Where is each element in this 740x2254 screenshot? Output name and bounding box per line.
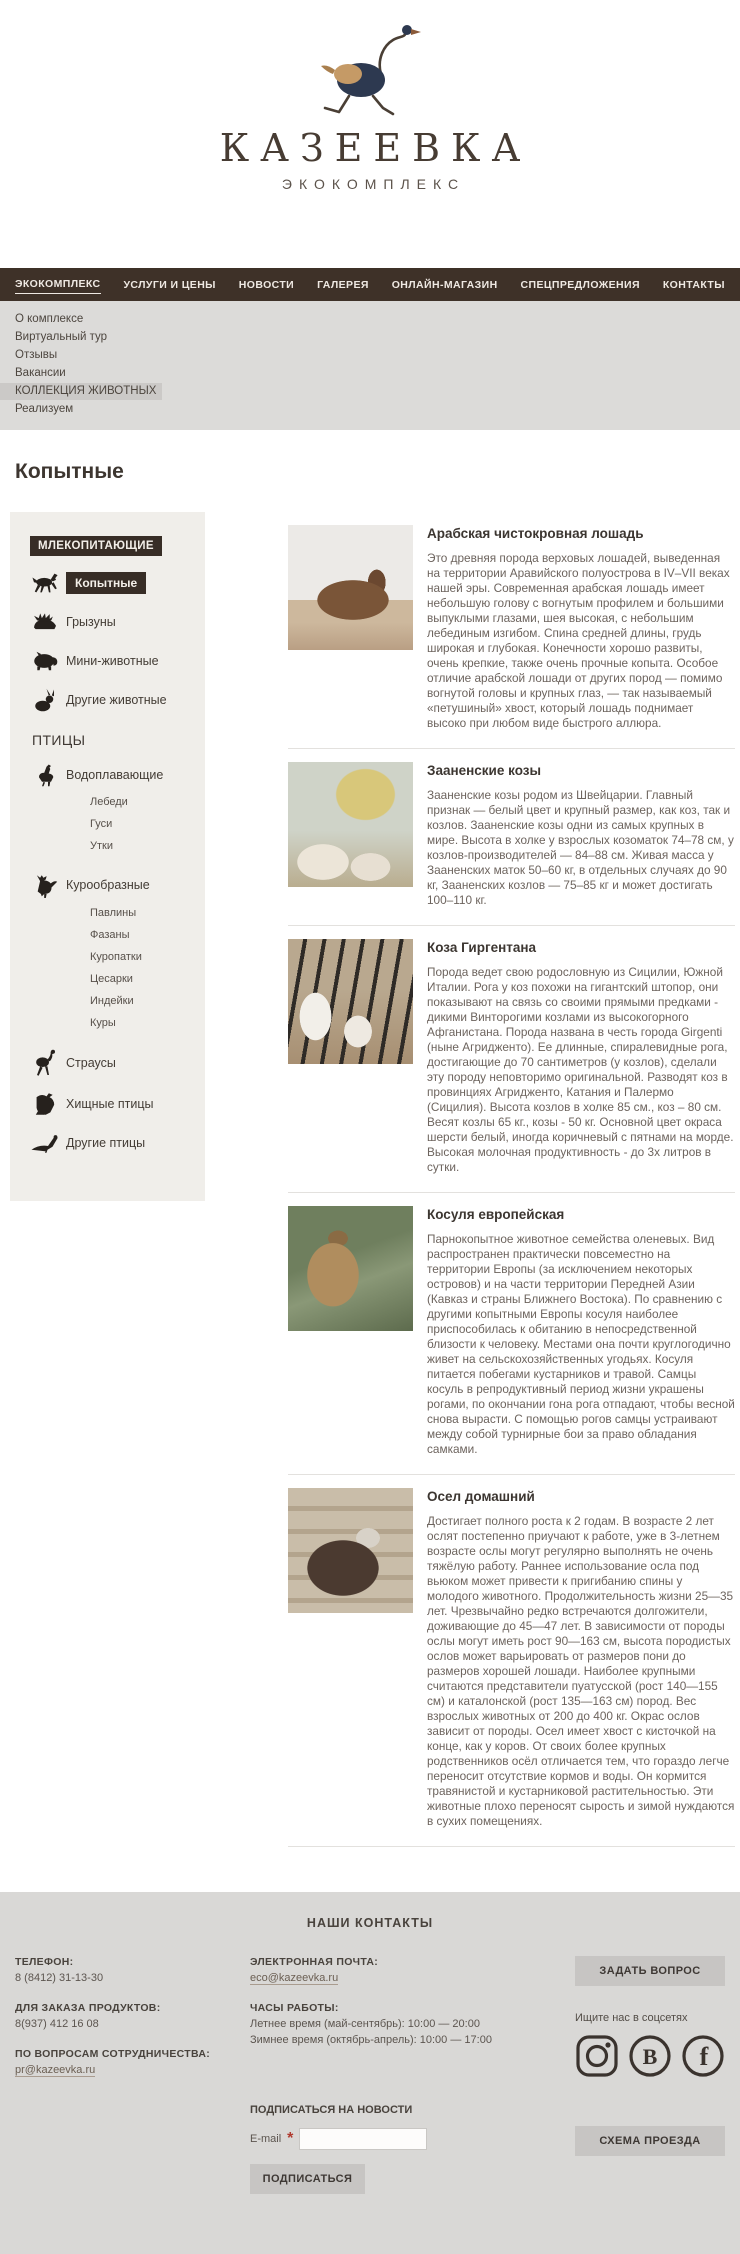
sidebar-item-peacocks[interactable]: Павлины <box>90 907 137 919</box>
sidebar-item-mini-animals-label[interactable]: Мини-животные <box>66 654 159 668</box>
sidebar-item-other-birds[interactable] <box>30 1131 205 1155</box>
sidebar-item-galliformes-label[interactable]: Курообразные <box>66 878 150 892</box>
animal-title: Арабская чистокровная лошадь <box>427 526 644 541</box>
sidebar-item-raptors[interactable] <box>30 1092 205 1116</box>
cooperation-email-link[interactable]: pr@kazeevka.ru <box>15 2064 96 2076</box>
nav-item-ecocomplex[interactable]: ЭКОКОМПЛЕКС <box>15 275 101 294</box>
ask-question-button[interactable]: ЗАДАТЬ ВОПРОС <box>575 1956 725 1986</box>
roe-deer-photo <box>288 1206 413 1331</box>
sidebar-item-ostriches[interactable] <box>30 1049 205 1077</box>
site-title: КАЗЕЕВКА <box>219 126 532 170</box>
svg-text:f: f <box>699 2042 709 2071</box>
girgentana-goat-photo <box>288 939 413 1064</box>
animal-entry-arabian-horse <box>288 512 735 748</box>
submenu-item-vacancies[interactable]: Вакансии <box>15 367 66 379</box>
sidebar-item-hoofed-label[interactable]: Копытные <box>66 572 146 594</box>
hours-winter: Зимнее время (октябрь-апрель): 10:00 — 17:00 <box>250 2034 492 2046</box>
orders-label: ДЛЯ ЗАКАЗА ПРОДУКТОВ: <box>15 2002 161 2014</box>
sidebar-item-geese[interactable]: Гуси <box>90 818 113 830</box>
sidebar-header-mammals: МЛЕКОПИТАЮЩИЕ <box>30 536 162 556</box>
content <box>0 430 740 1892</box>
orders-phone-number: 8(937) 412 16 08 <box>15 2018 99 2030</box>
animal-list <box>205 512 740 1847</box>
sidebar-item-other-birds-label[interactable]: Другие птицы <box>66 1136 146 1150</box>
submenu-item-virtual-tour[interactable]: Виртуальный тур <box>15 331 107 343</box>
horse-icon <box>30 572 60 594</box>
ostrich-icon <box>30 1049 60 1077</box>
animal-entry-roe-deer <box>288 1192 735 1474</box>
sidebar-item-rodents-label[interactable]: Грызуны <box>66 615 116 629</box>
eagle-icon <box>30 1092 60 1116</box>
sidebar-item-mini-animals[interactable] <box>30 649 205 673</box>
cooperation-label: ПО ВОПРОСАМ СОТРУДНИЧЕСТВА: <box>15 2048 210 2060</box>
nav-item-gallery[interactable]: ГАЛЕРЕЯ <box>317 278 369 291</box>
animal-description: Зааненские козы родом из Швейцарии. Главный признак — белый цвет и крупный размер, как коз, так и козлов. Зааненские козы одни из самых крупных в мире. Высота в холке у взрослых козоматок 74–78 см, у козлов-производителей — 84–88 см. Живая масса у Зааненских маток 50–60 кг, в отдельных случаях до 90 кг, Зааненских козлов — 75–85 кг и может достигать 100–110 кг. <box>427 788 734 907</box>
route-map-button[interactable]: СХЕМА ПРОЕЗДА <box>575 2126 725 2156</box>
submenu-item-reviews[interactable]: Отзывы <box>15 349 58 361</box>
instagram-icon[interactable] <box>575 2034 619 2078</box>
sidebar-item-pheasants[interactable]: Фазаны <box>90 929 130 941</box>
nav-item-services[interactable]: УСЛУГИ И ЦЕНЫ <box>123 278 216 291</box>
phone-label: ТЕЛЕФОН: <box>15 1956 74 1968</box>
domestic-donkey-photo <box>288 1488 413 1613</box>
peacock-icon <box>30 1133 60 1153</box>
sidebar-item-ostriches-label[interactable]: Страусы <box>66 1056 116 1070</box>
porcupine-icon <box>30 611 60 633</box>
animal-categories-sidebar <box>10 512 205 1201</box>
sidebar-header-birds: ПТИЦЫ <box>32 732 86 748</box>
animal-entry-saanen-goats <box>288 748 735 925</box>
animal-description: Порода ведет свою родословную из Сицилии, Южной Италии. Рога у коз похожи на гигантский штопор, они показывают на связь со своими прямыми предками - дикими Винторогими козлами из высокогорного Афганистана. Порода названа в честь города Girgenti (ныне Агридженто). Ее длинные, спиралевидные рога, достигающие до 70 сантиметров (у козлов), сделали эту породу неповторимо оригинальной. Разводят коз в провинциях Агридженто, Катания и Палермо (Сицилия). Высота козлов в холке 85 см., коз – 80 см. Весят козлы 65 кг., козы - 50 кг. Основной цвет окраса шерсти белый, иногда коричневый с пятнами на морде. Высокая молочная продуктивность - до 3х литров в сутки. <box>427 965 734 1174</box>
rooster-icon <box>30 872 60 898</box>
email-link[interactable]: eco@kazeevka.ru <box>250 1972 339 1984</box>
nav-item-shop[interactable]: ОНЛАЙН-МАГАЗИН <box>391 278 498 291</box>
animal-title: Осел домашний <box>427 1489 535 1504</box>
page-title: Копытные <box>15 460 124 483</box>
sidebar-item-rodents[interactable] <box>30 610 205 634</box>
sidebar-item-waterfowl[interactable] <box>30 763 205 787</box>
animal-title: Косуля европейская <box>427 1207 565 1222</box>
social-label: Ищите нас в соцсетях <box>575 2012 688 2024</box>
main-nav <box>0 268 740 301</box>
submenu-item-animal-collection[interactable]: КОЛЛЕКЦИЯ ЖИВОТНЫХ <box>0 383 162 400</box>
sidebar-item-guinea-fowl[interactable]: Цесарки <box>90 973 133 985</box>
animal-title: Коза Гиргентана <box>427 940 537 955</box>
nav-item-contacts[interactable]: КОНТАКТЫ <box>662 278 725 291</box>
footer-contacts-column <box>15 1956 250 2194</box>
animal-entry-domestic-donkey <box>288 1474 735 1847</box>
hours-label: ЧАСЫ РАБОТЫ: <box>250 2002 339 2014</box>
hours-summer: Летнее время (май-сентябрь): 10:00 — 20:00 <box>250 2018 480 2030</box>
sidebar-item-swans[interactable]: Лебеди <box>90 796 128 808</box>
footer-info-column <box>250 1956 575 2194</box>
subscribe-button[interactable]: ПОДПИСАТЬСЯ <box>250 2164 365 2194</box>
email-field-label: E-mail <box>250 2133 282 2145</box>
subscribe-email-input[interactable] <box>299 2128 427 2150</box>
sidebar-item-other-animals[interactable] <box>30 688 205 712</box>
animal-description: Парнокопытное животное семейства оленевых. Вид распространен практически повсеместно на территории Европы (за исключением некоторых островов) и на части территории Передней Азии (Кавказ и страны Ближнего Востока). По сравнению с другими копытными Европы косуля наиболее приспособилась к обитанию в непосредственной близости к человеку. Местами она почти круглогодично живет на сельскохозяйственных угодьях. Косуля питается побегами кустарников и травой. Самцы косуль в репродуктивный период жизни украшены рогами, по окончании гона рога отпадают, чтобы весной снова вырасти. С помощью рогов самцы устраивают между собой турнирные бои за право обладания самками. <box>427 1232 735 1456</box>
sidebar-item-chickens[interactable]: Куры <box>90 1017 116 1029</box>
waterfowl-sublist <box>90 791 205 857</box>
footer-title: НАШИ КОНТАКТЫ <box>306 1916 434 1930</box>
site-header <box>0 16 740 268</box>
submenu <box>0 301 740 430</box>
animal-title: Зааненские козы <box>427 763 541 778</box>
saanen-goats-photo <box>288 762 413 887</box>
duck-icon <box>30 763 60 787</box>
sidebar-item-partridges[interactable]: Куропатки <box>90 951 142 963</box>
svg-text:В: В <box>642 2044 658 2069</box>
galliformes-sublist <box>90 902 205 1034</box>
phone-number: 8 (8412) 31-13-30 <box>15 1972 104 1984</box>
site-footer <box>0 1892 740 2254</box>
animal-description: Это древняя порода верховых лошадей, выведенная на территории Аравийского полуострова в IV–VII веках нашей эры. Современная арабская лошадь имеет небольшую голову с вогнутым профилем и большими выпуклыми глазами, шея высокая, с небольшим лебединым изгибом. Спина средней длины, грудь широкая и глубокая. Конечности хорошо развиты, очень крепкие, также очень прочные копыта. Особое отличие арабской лошади от других пород — помимо вогнутой головы и крупных глаз, — так называемый «петушиный» хвост, который лошадь поднимает высоко при любом виде быстрого аллюра. <box>427 551 730 730</box>
sidebar-item-ducks[interactable]: Утки <box>90 840 113 852</box>
subscribe-title: ПОДПИСАТЬСЯ НА НОВОСТИ <box>250 2104 413 2116</box>
submenu-item-about[interactable]: О комплексе <box>15 313 84 325</box>
pig-icon <box>30 651 60 671</box>
nav-item-news[interactable]: НОВОСТИ <box>238 278 295 291</box>
vk-icon[interactable] <box>628 2034 672 2078</box>
nav-item-offers[interactable]: СПЕЦПРЕДЛОЖЕНИЯ <box>520 278 640 291</box>
sidebar-item-galliformes[interactable] <box>30 872 205 898</box>
sidebar-item-waterfowl-label[interactable]: Водоплавающие <box>66 768 164 782</box>
sidebar-item-turkeys[interactable]: Индейки <box>90 995 134 1007</box>
rabbit-icon <box>30 688 60 712</box>
arabian-horse-photo <box>288 525 413 650</box>
animal-description: Достигает полного роста к 2 годам. В возрасте 2 лет ослят постепенно приучают к работе, уже в 3-летнем возрасте ослы могут регулярно выполнять не очень тяжёлую работу. Раннее использование осла под вьюком может привести к пригибанию спины у молодого животного. Продолжительность жизни 25—35 лет. Чрезвычайно редко встречаются долгожители, доживающие до 45—47 лет. В зависимости от породы ослы могут иметь рост 90—163 см, высота породистых ослов может варьировать от размеров пони до размеров хорошей лошади. Наиболее крупными считаются представители пуатусской (рост 140—155 см) и каталонской (рост 135—163 см) пород. Вес взрослых животных от 200 до 400 кг. Окрас ослов зависит от породы. Осел имеет хвост с кисточкой на конце, как у коров. От своих более крупных родственников осёл отличается тем, что гораздо легче переносит отсутствие кормов и воды. Он кормится травянистой и кустарниковой растительностью. Эти животные плохо переносят сырость и зимой нуждаются в сухих помещениях. <box>427 1514 735 1828</box>
ostrich-logo-icon <box>285 16 455 124</box>
email-label: ЭЛЕКТРОННАЯ ПОЧТА: <box>250 1956 379 1968</box>
site-subtitle: ЭКОКОМПЛЕКС <box>281 176 466 192</box>
footer-actions-column <box>575 1956 725 2194</box>
sidebar-item-other-animals-label[interactable]: Другие животные <box>66 693 167 707</box>
sidebar-item-raptors-label[interactable]: Хищные птицы <box>66 1097 154 1111</box>
required-mark: * <box>287 2130 294 2147</box>
submenu-item-realize[interactable]: Реализуем <box>15 403 74 415</box>
animal-entry-girgentana-goat <box>288 925 735 1192</box>
sidebar-item-hoofed[interactable] <box>30 571 205 595</box>
facebook-icon[interactable] <box>681 2034 725 2078</box>
